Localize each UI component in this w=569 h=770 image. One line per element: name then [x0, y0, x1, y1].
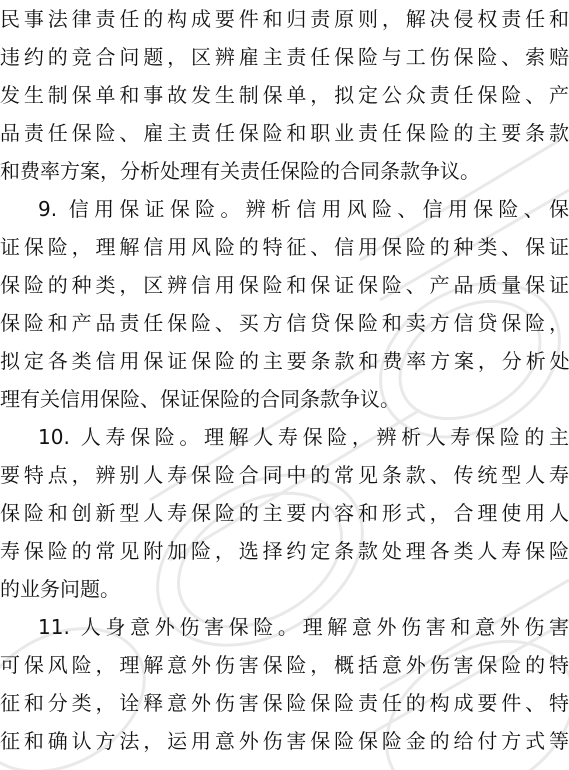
paragraph-1	[0, 0, 569, 190]
text-line: 保险和产品责任保险、买方信贷保险和卖方信贷保险，	[0, 311, 569, 335]
text-line: 保险和创新型人寿保险的主要内容和形式，合理使用人	[0, 501, 569, 525]
text-line: 理有关信用保险、保证保险的合同条款争议。	[0, 387, 400, 411]
text-line: 证保险，理解信用风险的特征、信用保险的种类、保证	[0, 235, 569, 259]
text-line: 9. 信用保证保险。辨析信用风险、信用保险、保	[38, 197, 569, 221]
text-line: 的业务问题。	[0, 577, 120, 601]
text-line: 要特点，辨别人寿保险合同中的常见条款、传统型人寿	[0, 463, 569, 487]
text-line: 品责任保险、雇主责任保险和职业责任保险的主要条款	[0, 121, 569, 145]
text-line: 发生制保单和事故发生制保单，拟定公众责任保险、产	[0, 83, 569, 107]
text-line: 寿保险的常见附加险，选择约定条款处理各类人寿保险	[0, 539, 569, 563]
text-line: 征和确认方法，运用意外伤害保险保险金的给付方式等	[0, 729, 569, 753]
paragraph-11	[0, 608, 569, 760]
text-line: 和费率方案，分析处理有关责任保险的合同条款争议。	[0, 159, 480, 183]
text-line: 保险的种类，区辨信用保险和保证保险、产品质量保证	[0, 273, 569, 297]
paragraph-10	[0, 418, 569, 608]
text-line: 可保风险，理解意外伤害保险，概括意外伤害保险的特	[0, 653, 569, 677]
paragraph-9	[0, 190, 569, 418]
text-line: 10. 人寿保险。理解人寿保险，辨析人寿保险的主	[38, 425, 569, 449]
text-line: 民事法律责任的构成要件和归责原则，解决侵权责任和	[0, 7, 569, 31]
text-line: 违约的竞合问题，区辨雇主责任保险与工伤保险、索赔	[0, 45, 569, 69]
text-line: 征和分类，诠释意外伤害保险保险责任的构成要件、特	[0, 691, 569, 715]
text-line: 11. 人身意外伤害保险。理解意外伤害和意外伤害	[38, 615, 569, 639]
text-line: 拟定各类信用保证保险的主要条款和费率方案，分析处	[0, 349, 569, 373]
